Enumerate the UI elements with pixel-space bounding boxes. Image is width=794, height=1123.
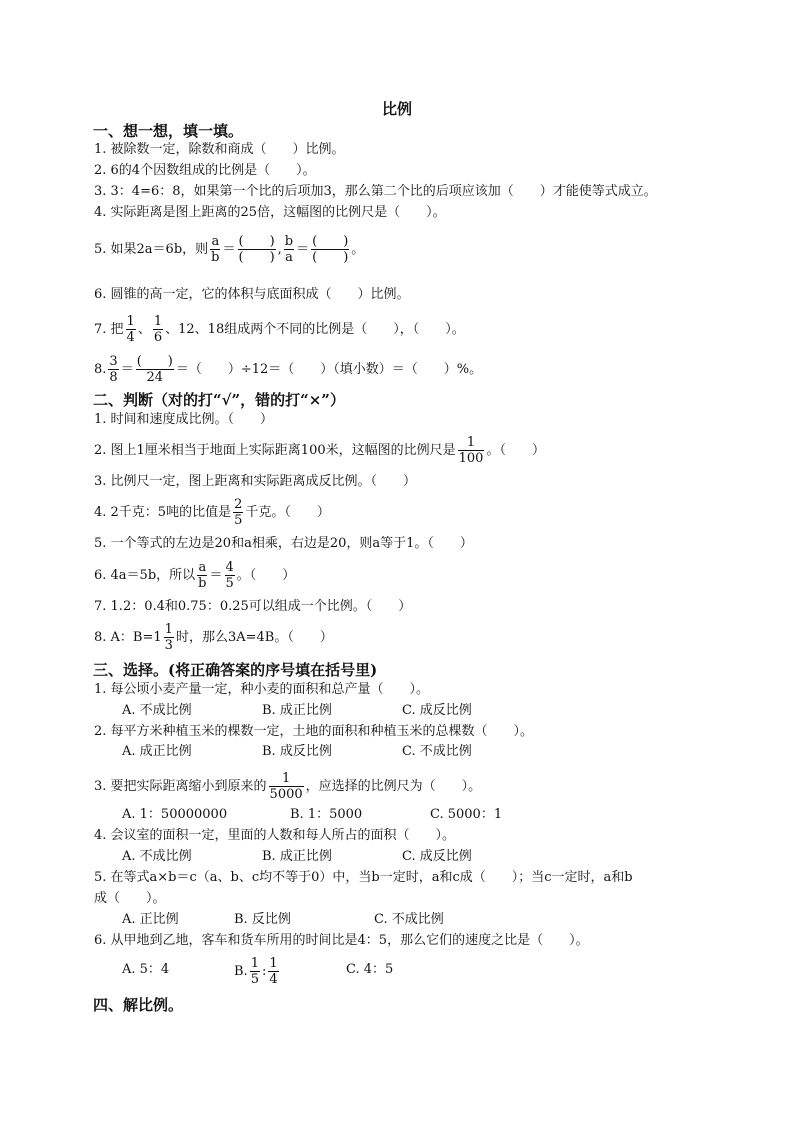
s2-question-8 — [94, 622, 333, 653]
s2-question-3: 3. 比例尺一定，图上距离和实际距离成反比例。（ ） — [94, 474, 417, 489]
equals-sign: ＝ — [209, 568, 223, 583]
s3-q3-option-a[interactable]: A. 1：50000000 — [122, 807, 228, 822]
fraction-denominator: 3 — [164, 638, 173, 653]
s1-question-5 — [94, 234, 364, 265]
fraction-numerator: 1 — [250, 956, 259, 971]
s1-question-7 — [94, 314, 465, 345]
fraction-denominator: 8 — [109, 370, 118, 385]
fraction-numerator: 1 — [458, 435, 485, 451]
fraction-one-quarter — [126, 314, 136, 345]
fraction-numerator: b — [284, 234, 294, 249]
fraction-b-over-a — [284, 234, 294, 265]
fraction-denominator: 5 — [234, 513, 243, 528]
section-4-heading: 四、解比例。 — [93, 996, 184, 1014]
blank-numerator[interactable]: ( ) — [136, 354, 173, 369]
s3-question-1: 1. 每公顷小麦产量一定，种小麦的面积和总产量（ ）。 — [94, 682, 430, 697]
blank-over-24-fraction — [136, 354, 174, 385]
q8-prefix: 8. — [94, 362, 107, 377]
s3-q3-option-b[interactable]: B. 1：5000 — [290, 807, 363, 822]
fraction-one-five-thousandth — [269, 771, 304, 802]
ratio-colon: : — [261, 964, 267, 979]
fraction-numerator: 1 — [153, 314, 163, 329]
s2-question-2 — [94, 435, 545, 466]
fraction-one-hundredth — [458, 435, 485, 466]
s3-q5-option-b[interactable]: B. 反比例 — [234, 912, 291, 927]
s3-question-2: 2. 每平方米种植玉米的棵数一定，土地的面积和种植玉米的总棵数（ ）。 — [94, 724, 534, 739]
s3-q3-option-c[interactable]: C. 5000：1 — [430, 807, 503, 822]
fraction-three-eighths — [108, 354, 118, 385]
blank-numerator[interactable]: ( ) — [238, 234, 275, 249]
page-title: 比例 — [381, 100, 412, 118]
separator: 、 — [137, 322, 151, 337]
comma: , — [277, 242, 282, 257]
s3-q5-option-c[interactable]: C. 不成比例 — [374, 912, 444, 927]
s3-question-5-line-2: 成（ ）。 — [94, 891, 166, 906]
q3-suffix: ，应选择的比例尺为（ ）。 — [305, 779, 482, 794]
fraction-numerator: 1 — [269, 771, 304, 787]
s1-question-1: 1. 被除数一定，除数和商成（ ）比例。 — [94, 142, 345, 157]
s1-question-6: 6. 圆锥的高一定，它的体积与底面积成（ ）比例。 — [94, 287, 410, 302]
equals-sign: ＝ — [120, 362, 134, 377]
s3-question-6: 6. 从甲地到乙地，客车和货车所用的时间比是4：5，那么它们的速度之比是（ ）。 — [94, 933, 589, 948]
q7-suffix: 、12、18组成两个不同的比例是（ ），（ ）。 — [165, 322, 465, 337]
s2-question-4 — [94, 497, 330, 528]
q4-suffix: 千克。（ ） — [245, 505, 330, 520]
s2-question-5: 5. 一个等式的左边是20和a相乘，右边是20，则a等于1。（ ） — [94, 536, 473, 551]
fraction-denominator: a — [285, 250, 293, 265]
fraction-denominator: b — [198, 576, 207, 591]
option-b-prefix: B. — [234, 964, 248, 979]
section-3-heading: 三、选择。(将正确答案的序号填在括号里) — [93, 661, 378, 679]
fraction-denominator: 5 — [225, 576, 234, 591]
fraction-denominator: b — [211, 250, 220, 265]
fraction-numerator: a — [198, 560, 207, 575]
fraction-denominator: 4 — [126, 330, 135, 345]
blank-denominator[interactable]: ( ) — [238, 250, 275, 265]
s3-q6-option-b[interactable] — [234, 956, 281, 987]
fraction-denominator: 5 — [250, 972, 259, 987]
q2-prefix: 2. 图上1厘米相当于地面上实际距离100米，这幅图的比例尺是 — [94, 443, 456, 458]
s1-question-4: 4. 实际距离是图上距离的25倍，这幅图的比例尺是（ ）。 — [94, 205, 446, 220]
s3-q1-option-b[interactable]: B. 成正比例 — [262, 703, 332, 718]
s3-q2-option-a[interactable]: A. 成正比例 — [122, 744, 192, 759]
s1-question-8 — [94, 354, 482, 385]
fraction-two-fifths — [233, 497, 243, 528]
blank-fraction-2 — [311, 234, 349, 265]
q5-suffix: 。 — [351, 242, 365, 257]
fraction-numerator: 2 — [234, 497, 243, 512]
s3-q4-option-a[interactable]: A. 不成比例 — [122, 849, 192, 864]
fraction-numerator: 1 — [126, 314, 135, 329]
fraction-a-over-b — [197, 560, 207, 591]
s3-q1-option-c[interactable]: C. 成反比例 — [402, 703, 472, 718]
section-2-heading: 二、判断（对的打“√”，错的打“×”） — [93, 391, 345, 409]
blank-numerator[interactable]: ( ) — [312, 234, 349, 249]
s1-question-2: 2. 6的4个因数组成的比例是（ ）。 — [94, 163, 316, 178]
q4-prefix: 4. 2千克：5吨的比值是 — [94, 505, 232, 520]
equals-sign: ＝ — [296, 242, 310, 257]
fraction-numerator: a — [211, 234, 220, 249]
s3-q4-option-c[interactable]: C. 成反比例 — [402, 849, 472, 864]
s3-q6-option-c[interactable]: C. 4：5 — [346, 962, 394, 977]
q6-suffix: 。（ ） — [236, 568, 296, 583]
q5-prefix: 5. 如果2a＝6b，则 — [94, 242, 209, 257]
fraction-denominator: 100 — [458, 451, 484, 466]
fraction-denominator: 4 — [269, 972, 278, 987]
fraction-denominator: 6 — [153, 330, 163, 345]
s3-q1-option-a[interactable]: A. 不成比例 — [122, 703, 192, 718]
s3-q2-option-c[interactable]: C. 不成比例 — [402, 744, 472, 759]
s3-q5-option-a[interactable]: A. 正比例 — [122, 912, 179, 927]
q8-suffix: ＝（ ）÷12＝（ ）（填小数）＝（ ）%。 — [175, 362, 483, 377]
fraction-numerator: 3 — [109, 354, 118, 369]
fraction-numerator: 4 — [225, 560, 234, 575]
blank-fraction-1 — [238, 234, 276, 265]
q2-suffix: 。（ ） — [486, 443, 545, 458]
s2-question-7: 7. 1.2：0.4和0.75：0.25可以组成一个比例。（ ） — [94, 599, 412, 614]
q7-prefix: 7. 把 — [94, 322, 124, 337]
s3-question-5-line-1: 5. 在等式a×b＝c（a、b、c均不等于0）中，当b一定时，a和c成（ ）；当c一定时，a和b — [94, 870, 633, 885]
s3-q4-option-b[interactable]: B. 成正比例 — [262, 849, 332, 864]
fraction-numerator: 1 — [269, 956, 278, 971]
s1-question-3: 3. 3：4=6：8，如果第一个比的后项加3，那么第二个比的后项应该加（ ）才能使等式成立。 — [94, 184, 657, 199]
s3-question-3 — [94, 771, 481, 802]
fraction-one-quarter — [268, 956, 278, 987]
fraction-a-over-b — [210, 234, 220, 265]
s3-q2-option-b[interactable]: B. 成反比例 — [262, 744, 332, 759]
s2-question-1: 1. 时间和速度成比例。（ ） — [94, 412, 274, 427]
blank-denominator[interactable]: ( ) — [312, 250, 349, 265]
fraction-one-third — [164, 622, 174, 653]
s3-question-4: 4. 会议室的面积一定，里面的人数和每人所占的面积（ ）。 — [94, 828, 456, 843]
fraction-one-sixth — [153, 314, 163, 345]
s3-q6-option-a[interactable]: A. 5：4 — [122, 962, 170, 977]
q6-prefix: 6. 4a＝5b，所以 — [94, 568, 196, 583]
section-1-heading: 一、想一想，填一填。 — [93, 122, 244, 140]
fraction-denominator: 24 — [146, 370, 164, 385]
fraction-one-fifth — [250, 956, 260, 987]
q8-suffix: 时，那么3A=4B。（ ） — [175, 630, 333, 645]
fraction-denominator: 5000 — [269, 787, 303, 802]
fraction-four-fifths — [225, 560, 235, 591]
fraction-numerator: 1 — [164, 622, 173, 637]
q3-prefix: 3. 要把实际距离缩小到原来的 — [94, 779, 267, 794]
equals-sign: ＝ — [222, 242, 236, 257]
q8-prefix: 8. A：B=1 — [94, 630, 162, 645]
s2-question-6 — [94, 560, 295, 591]
